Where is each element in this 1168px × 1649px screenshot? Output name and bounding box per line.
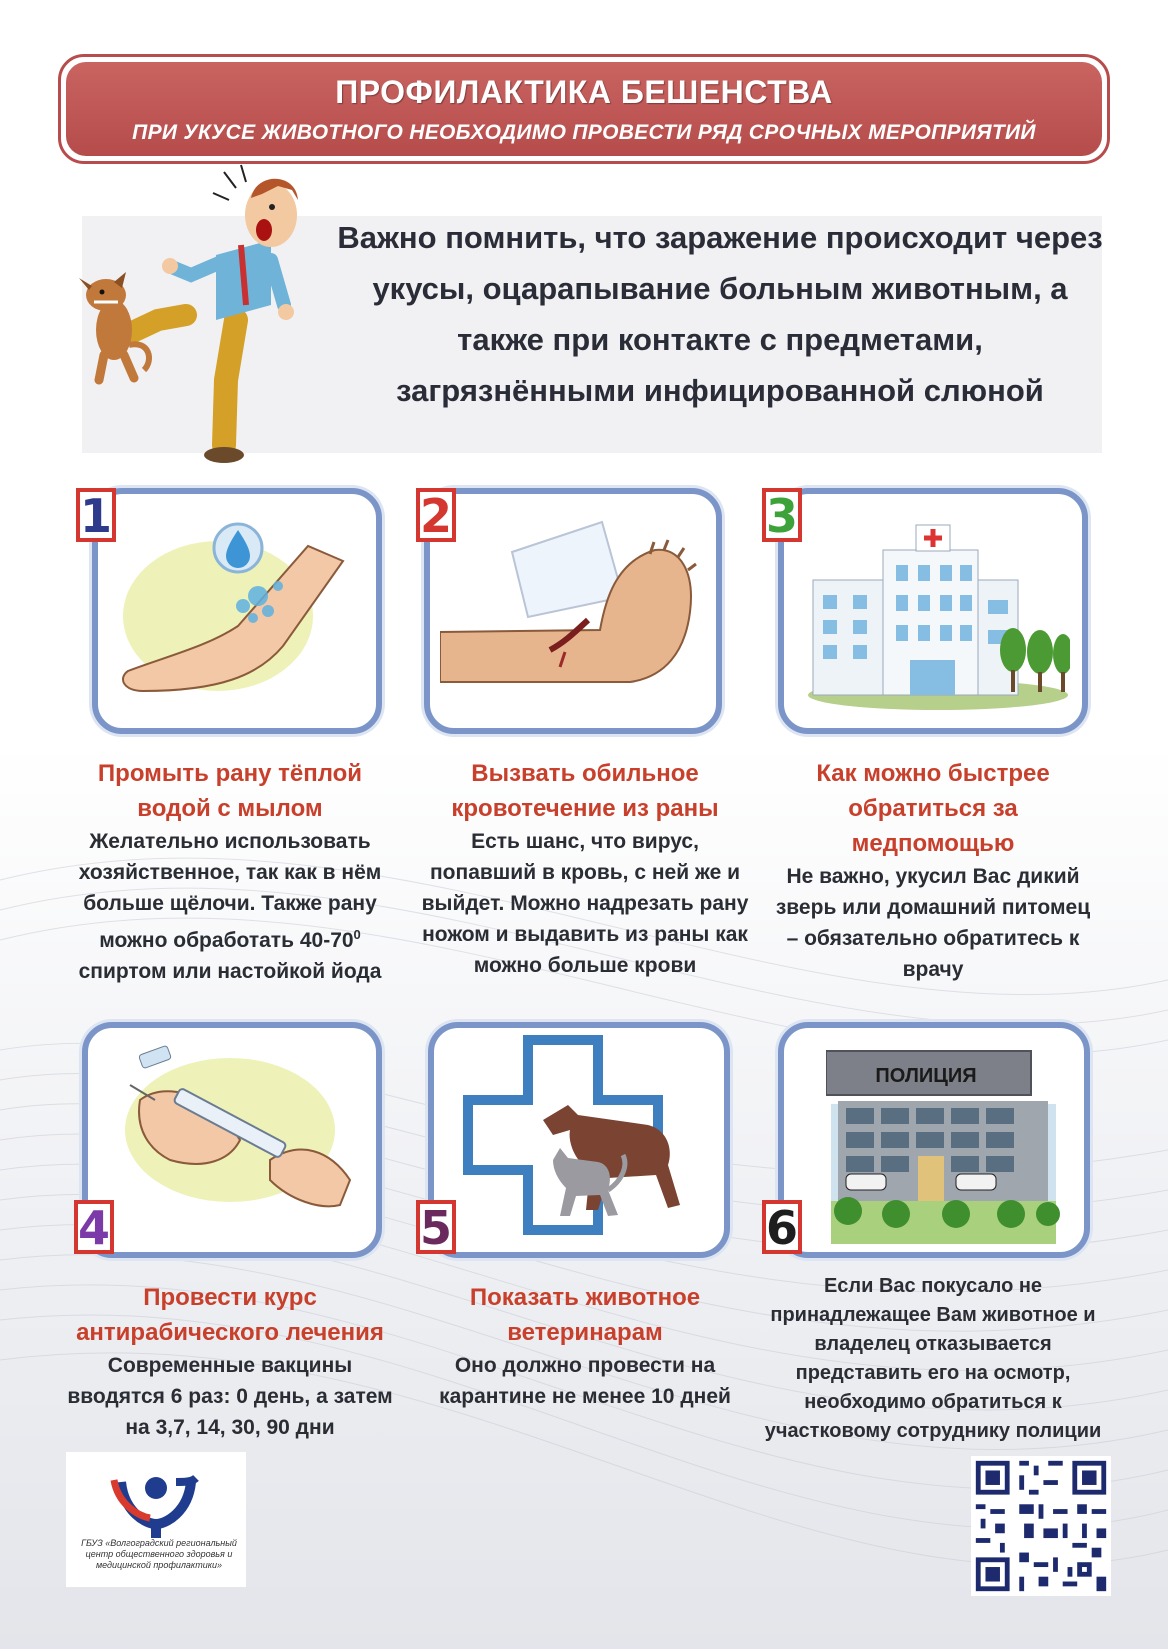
step-desc-line — [40, 919, 420, 956]
intro-line: загрязнёнными инфицированной слюной — [396, 373, 1044, 408]
step-desc-line: Оно должно провести на — [454, 1354, 716, 1377]
step-title-line: Вызвать обильное — [471, 760, 699, 787]
intro-text — [330, 212, 1110, 416]
police-station-icon — [826, 1046, 1061, 1246]
step-desc-line: представить его на осмотр, — [795, 1362, 1071, 1384]
step-desc-5 — [405, 1350, 765, 1412]
step-desc-line: принадлежащее Вам животное и — [770, 1304, 1096, 1326]
step-title-line: антирабического лечения — [76, 1319, 384, 1346]
step-desc-line: хозяйственное, так как в нём — [78, 861, 382, 884]
washing-leg-illustration — [108, 506, 368, 716]
step-title-5 — [405, 1280, 765, 1350]
step-number-6: 6 — [762, 1200, 802, 1254]
man-dog-illustration — [66, 160, 356, 470]
step-desc-line: участковому сотруднику полиции — [764, 1420, 1102, 1442]
step-desc-line: выйдет. Можно надрезать рану — [421, 892, 749, 915]
step-desc-line: врачу — [902, 958, 964, 981]
step-desc-line: Современные вакцины — [107, 1354, 353, 1377]
step-title-line: ветеринарам — [507, 1319, 663, 1346]
step-desc-line: карантине не менее 10 дней — [439, 1385, 731, 1408]
step-desc-line: ножом и выдавить из раны как — [422, 923, 748, 946]
header-banner — [58, 54, 1110, 164]
step-desc-line: – обязательно обратитесь к — [786, 927, 1080, 950]
step-number-4: 4 — [74, 1200, 114, 1254]
step-desc-line: можно больше крови — [473, 954, 697, 977]
degree-sup: 0 — [353, 927, 361, 942]
step-title-line: водой с мылом — [137, 795, 323, 822]
step-title-4 — [55, 1280, 405, 1350]
step-title-line: Как можно быстрее — [816, 760, 1050, 787]
step-desc-text: можно обработать 40-70 — [99, 929, 354, 952]
org-logo-icon — [66, 1452, 246, 1542]
step-desc-line: вводятся 6 раз: 0 день, а затем — [67, 1385, 393, 1408]
step-desc-line: Есть шанс, что вирус, — [471, 830, 699, 853]
step-title-2 — [400, 756, 770, 826]
step-desc-line: необходимо обратиться к — [804, 1391, 1062, 1413]
org-name: ГБУЗ «Волгоградский региональный центр общественного здоровья и медицинской профилактики» — [81, 1538, 237, 1570]
step-desc-line: больше щёлочи. Также рану — [83, 892, 377, 915]
step-desc-line: на 3,7, 14, 30, 90 дни — [125, 1416, 335, 1439]
step-title-line: кровотечение из раны — [451, 795, 719, 822]
step-number-2: 2 — [416, 488, 456, 542]
step-desc-6 — [758, 1272, 1108, 1446]
intro-line: укусы, оцарапывание больным животным, а — [372, 271, 1068, 306]
hospital-icon — [808, 520, 1070, 710]
qr-code[interactable] — [971, 1456, 1111, 1596]
vet-animals-illustration — [458, 1030, 718, 1240]
step-title-3 — [758, 756, 1108, 861]
step-desc-line: зверь или домашний питомец — [775, 896, 1091, 919]
step-title-line: Промыть рану тёплой — [97, 760, 363, 787]
step-desc-line: Желательно использовать — [89, 830, 371, 853]
step-title-line: обратиться за — [848, 795, 1018, 822]
vaccine-syringe-illustration — [110, 1030, 380, 1230]
step-desc-3 — [758, 861, 1108, 985]
page-subtitle: ПРИ УКУСЕ ЖИВОТНОГО НЕОБХОДИМО ПРОВЕСТИ РЯД СРОЧНЫХ МЕРОПРИЯТИЙ — [132, 121, 1036, 144]
step-desc-line: спиртом или настойкой йода — [78, 960, 382, 983]
intro-line: Важно помнить, что заражение происходит через — [337, 220, 1103, 255]
step-number-5: 5 — [416, 1200, 456, 1254]
step-title-line: медпомощью — [851, 830, 1015, 857]
step-desc-line: Если Вас покусало не — [823, 1275, 1043, 1297]
intro-line: также при контакте с предметами, — [457, 322, 983, 357]
step-desc-1 — [40, 826, 420, 987]
step-title-line: Показать животное — [469, 1284, 701, 1311]
step-number-3: 3 — [762, 488, 802, 542]
bleeding-foot-illustration — [440, 502, 710, 712]
step-desc-line: попавший в кровь, с ней же и — [430, 861, 740, 884]
step-title-1 — [60, 756, 400, 826]
step-desc-2 — [405, 826, 765, 981]
step-desc-line: владелец отказывается — [814, 1333, 1052, 1355]
step-desc-line: Не важно, укусил Вас дикий — [786, 865, 1080, 888]
page-title: ПРОФИЛАКТИКА БЕШЕНСТВА — [335, 74, 833, 110]
step-number-1: 1 — [76, 488, 116, 542]
police-sign-text: ПОЛИЦИЯ — [875, 1065, 977, 1087]
step-title-line: Провести курс — [143, 1284, 317, 1311]
org-logo — [66, 1452, 246, 1587]
step-desc-4 — [40, 1350, 420, 1443]
